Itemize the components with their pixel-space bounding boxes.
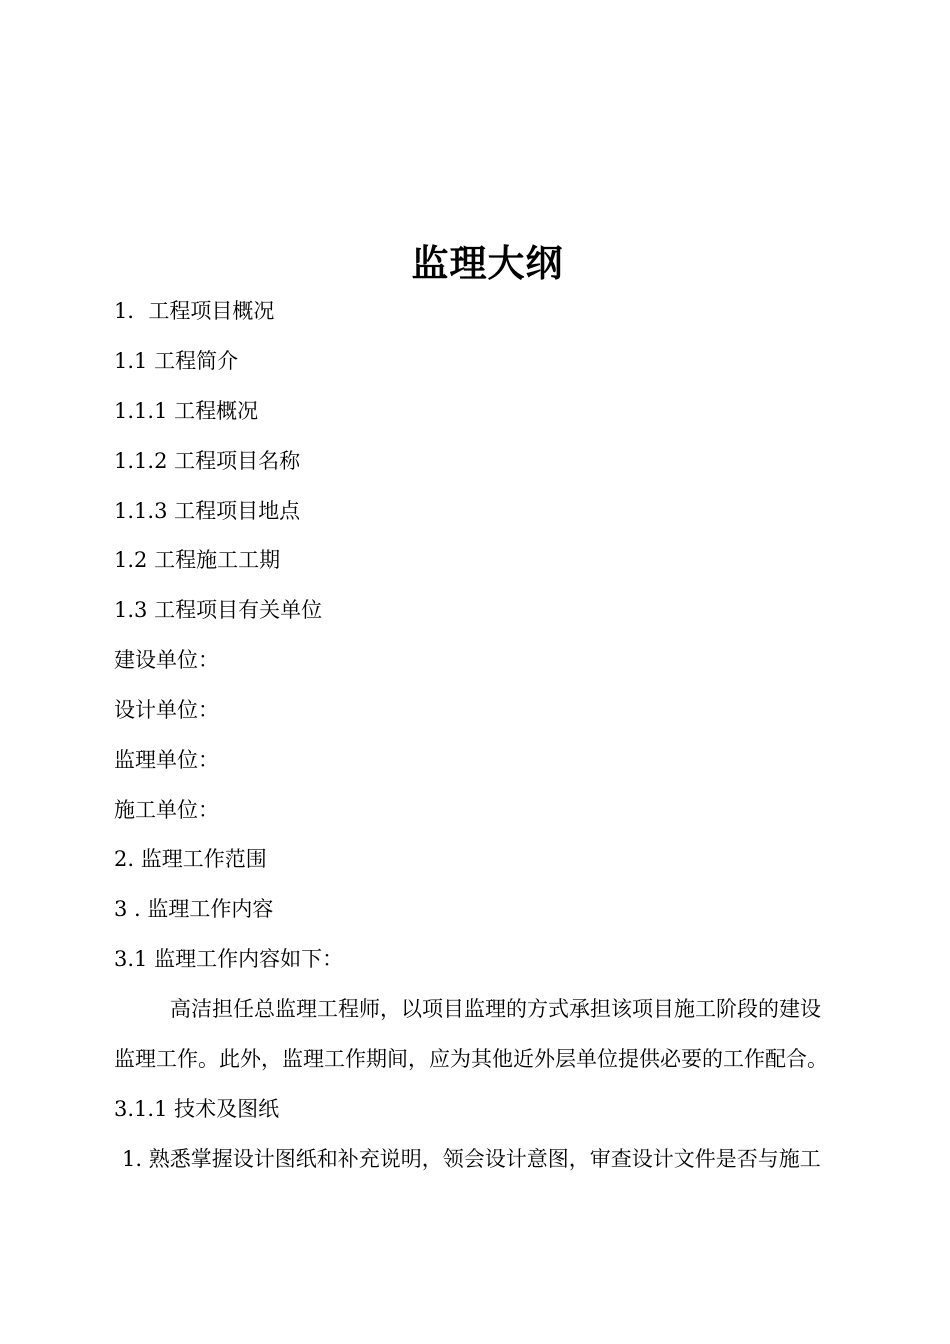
section-heading-1-2: 1.2 工程施工工期 bbox=[114, 548, 281, 572]
section-heading-1-1-2: 1.1.2 工程项目名称 bbox=[114, 449, 301, 473]
section-heading-3-1-1: 3.1.1 技术及图纸 bbox=[114, 1097, 280, 1121]
section-heading-1-1: 1.1 工程简介 bbox=[114, 349, 239, 373]
list-item-1: 1. 熟悉掌握设计图纸和补充说明，领会设计意图，审查设计文件是否与施工 bbox=[122, 1147, 821, 1171]
field-construction-unit: 建设单位： bbox=[114, 648, 219, 672]
document-title: 监理大纲 bbox=[411, 241, 564, 285]
section-heading-3: 3 . 监理工作内容 bbox=[114, 897, 274, 921]
section-heading-1-3: 1.3 工程项目有关单位 bbox=[114, 598, 323, 622]
section-heading-1: 1．工程项目概况 bbox=[114, 299, 275, 323]
field-supervision-unit: 监理单位： bbox=[114, 748, 219, 772]
body-paragraph-line-2: 监理工作。此外，监理工作期间，应为其他近外层单位提供必要的工作配合。 bbox=[114, 1047, 828, 1071]
section-heading-2: 2. 监理工作范围 bbox=[114, 847, 267, 871]
section-heading-1-1-3: 1.1.3 工程项目地点 bbox=[114, 499, 301, 523]
section-heading-1-1-1: 1.1.1 工程概况 bbox=[114, 399, 259, 423]
field-design-unit: 设计单位： bbox=[114, 698, 219, 722]
body-paragraph-line-1: 高洁担任总监理工程师，以项目监理的方式承担该项目施工阶段的建设 bbox=[170, 997, 821, 1021]
field-contractor-unit: 施工单位： bbox=[114, 798, 219, 822]
section-heading-3-1: 3.1 监理工作内容如下： bbox=[114, 947, 344, 971]
